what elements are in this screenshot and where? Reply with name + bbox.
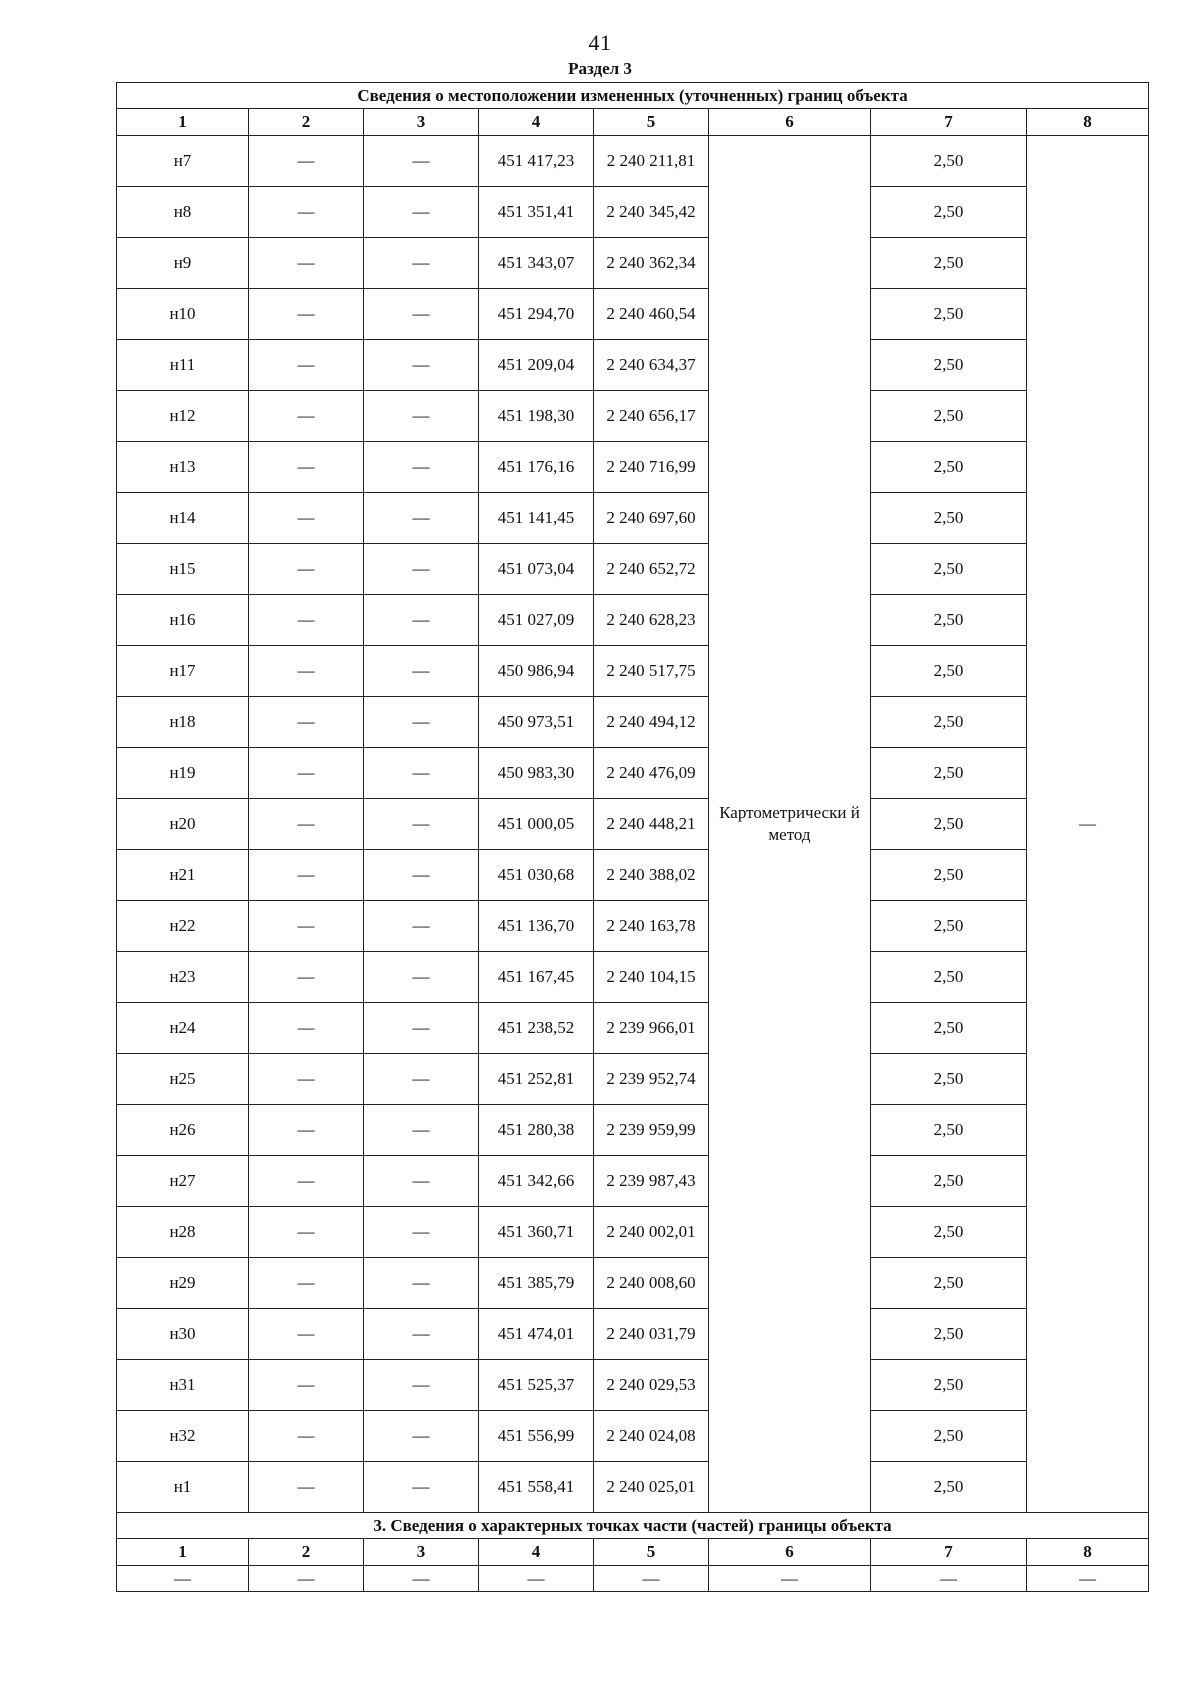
- y-coordinate-cell: 2 240 025,01: [594, 1462, 709, 1513]
- point-name-cell: н23: [117, 952, 249, 1003]
- parts-row: [117, 1566, 1149, 1592]
- point-name-cell: н20: [117, 799, 249, 850]
- y-coordinate-cell: 2 240 476,09: [594, 748, 709, 799]
- accuracy-cell: 2,50: [871, 799, 1027, 850]
- column-3-cell: —: [364, 136, 479, 187]
- column-header-6: 6: [709, 109, 871, 136]
- x-coordinate-cell: 450 973,51: [479, 697, 594, 748]
- x-coordinate-cell: 451 525,37: [479, 1360, 594, 1411]
- column-2-cell: —: [249, 646, 364, 697]
- column-2-cell: —: [249, 442, 364, 493]
- table-row: [117, 1054, 1149, 1105]
- parts-column-header-4: 4: [479, 1539, 594, 1566]
- x-coordinate-cell: 451 556,99: [479, 1411, 594, 1462]
- parts-cell-1: —: [117, 1566, 249, 1592]
- column-2-cell: —: [249, 1156, 364, 1207]
- accuracy-cell: 2,50: [871, 442, 1027, 493]
- y-coordinate-cell: 2 240 460,54: [594, 289, 709, 340]
- x-coordinate-cell: 451 027,09: [479, 595, 594, 646]
- point-name-cell: н10: [117, 289, 249, 340]
- column-3-cell: —: [364, 1207, 479, 1258]
- parts-column-header-7: 7: [871, 1539, 1027, 1566]
- table-row: [117, 952, 1149, 1003]
- accuracy-cell: 2,50: [871, 748, 1027, 799]
- parts-cell-4: —: [479, 1566, 594, 1592]
- x-coordinate-cell: 451 558,41: [479, 1462, 594, 1513]
- column-2-cell: —: [249, 901, 364, 952]
- y-coordinate-cell: 2 240 024,08: [594, 1411, 709, 1462]
- column-header-8: 8: [1027, 109, 1149, 136]
- table-row: [117, 1105, 1149, 1156]
- column-3-cell: —: [364, 1054, 479, 1105]
- column-2-cell: —: [249, 1360, 364, 1411]
- y-coordinate-cell: 2 240 628,23: [594, 595, 709, 646]
- x-coordinate-cell: 450 983,30: [479, 748, 594, 799]
- column-header-1: 1: [117, 109, 249, 136]
- column-2-cell: —: [249, 1258, 364, 1309]
- accuracy-cell: 2,50: [871, 493, 1027, 544]
- x-coordinate-cell: 451 198,30: [479, 391, 594, 442]
- column-3-cell: —: [364, 1462, 479, 1513]
- parts-column-header-6: 6: [709, 1539, 871, 1566]
- accuracy-cell: 2,50: [871, 544, 1027, 595]
- accuracy-cell: 2,50: [871, 646, 1027, 697]
- parts-column-header-3: 3: [364, 1539, 479, 1566]
- accuracy-cell: 2,50: [871, 595, 1027, 646]
- point-name-cell: н32: [117, 1411, 249, 1462]
- x-coordinate-cell: 451 417,23: [479, 136, 594, 187]
- x-coordinate-cell: 451 351,41: [479, 187, 594, 238]
- column-2-cell: —: [249, 238, 364, 289]
- x-coordinate-cell: 451 030,68: [479, 850, 594, 901]
- point-name-cell: н13: [117, 442, 249, 493]
- table-row: [117, 1462, 1149, 1513]
- x-coordinate-cell: 451 136,70: [479, 901, 594, 952]
- table-row: [117, 136, 1149, 187]
- y-coordinate-cell: 2 240 448,21: [594, 799, 709, 850]
- column-header-2: 2: [249, 109, 364, 136]
- y-coordinate-cell: 2 240 029,53: [594, 1360, 709, 1411]
- y-coordinate-cell: 2 239 959,99: [594, 1105, 709, 1156]
- column-3-cell: —: [364, 850, 479, 901]
- y-coordinate-cell: 2 239 966,01: [594, 1003, 709, 1054]
- column-2-cell: —: [249, 1207, 364, 1258]
- column-header-4: 4: [479, 109, 594, 136]
- x-coordinate-cell: 451 294,70: [479, 289, 594, 340]
- accuracy-cell: 2,50: [871, 697, 1027, 748]
- table-row: [117, 442, 1149, 493]
- column-2-cell: —: [249, 1105, 364, 1156]
- column-2-cell: —: [249, 850, 364, 901]
- parts-header-row: [117, 1539, 1149, 1566]
- x-coordinate-cell: 450 986,94: [479, 646, 594, 697]
- x-coordinate-cell: 451 474,01: [479, 1309, 594, 1360]
- y-coordinate-cell: 2 240 008,60: [594, 1258, 709, 1309]
- accuracy-cell: 2,50: [871, 1309, 1027, 1360]
- point-name-cell: н14: [117, 493, 249, 544]
- x-coordinate-cell: 451 176,16: [479, 442, 594, 493]
- parts-cell-6: —: [709, 1566, 871, 1592]
- x-coordinate-cell: 451 000,05: [479, 799, 594, 850]
- y-coordinate-cell: 2 240 388,02: [594, 850, 709, 901]
- accuracy-cell: 2,50: [871, 238, 1027, 289]
- point-name-cell: н26: [117, 1105, 249, 1156]
- x-coordinate-cell: 451 280,38: [479, 1105, 594, 1156]
- y-coordinate-cell: 2 240 031,79: [594, 1309, 709, 1360]
- column-2-cell: —: [249, 799, 364, 850]
- x-coordinate-cell: 451 252,81: [479, 1054, 594, 1105]
- accuracy-cell: 2,50: [871, 1258, 1027, 1309]
- column-3-cell: —: [364, 442, 479, 493]
- point-name-cell: н19: [117, 748, 249, 799]
- table-row: [117, 1258, 1149, 1309]
- parts-column-header-1: 1: [117, 1539, 249, 1566]
- table-row: [117, 799, 1149, 850]
- y-coordinate-cell: 2 240 345,42: [594, 187, 709, 238]
- x-coordinate-cell: 451 209,04: [479, 340, 594, 391]
- y-coordinate-cell: 2 239 987,43: [594, 1156, 709, 1207]
- table-row: [117, 1309, 1149, 1360]
- table-title-row: [117, 83, 1149, 109]
- table-row: [117, 646, 1149, 697]
- parts-column-header-8: 8: [1027, 1539, 1149, 1566]
- column-2-cell: —: [249, 1054, 364, 1105]
- column-3-cell: —: [364, 238, 479, 289]
- column-header-row: [117, 109, 1149, 136]
- column-3-cell: —: [364, 544, 479, 595]
- accuracy-cell: 2,50: [871, 1105, 1027, 1156]
- y-coordinate-cell: 2 240 634,37: [594, 340, 709, 391]
- column-2-cell: —: [249, 493, 364, 544]
- point-name-cell: н18: [117, 697, 249, 748]
- y-coordinate-cell: 2 240 494,12: [594, 697, 709, 748]
- y-coordinate-cell: 2 240 002,01: [594, 1207, 709, 1258]
- column-3-cell: —: [364, 646, 479, 697]
- column-3-cell: —: [364, 1105, 479, 1156]
- column-3-cell: —: [364, 340, 479, 391]
- accuracy-cell: 2,50: [871, 952, 1027, 1003]
- column-3-cell: —: [364, 1309, 479, 1360]
- table-row: [117, 1360, 1149, 1411]
- boundary-points-table: [116, 82, 1149, 1592]
- table-row: [117, 187, 1149, 238]
- point-name-cell: н8: [117, 187, 249, 238]
- table-row: [117, 1156, 1149, 1207]
- parts-column-header-5: 5: [594, 1539, 709, 1566]
- column-2-cell: —: [249, 697, 364, 748]
- point-name-cell: н31: [117, 1360, 249, 1411]
- accuracy-cell: 2,50: [871, 1360, 1027, 1411]
- column-3-cell: —: [364, 595, 479, 646]
- point-name-cell: н7: [117, 136, 249, 187]
- column-2-cell: —: [249, 1003, 364, 1054]
- column-2-cell: —: [249, 952, 364, 1003]
- parts-title-row: [117, 1513, 1149, 1539]
- y-coordinate-cell: 2 240 656,17: [594, 391, 709, 442]
- y-coordinate-cell: 2 240 652,72: [594, 544, 709, 595]
- accuracy-cell: 2,50: [871, 1207, 1027, 1258]
- table-row: [117, 391, 1149, 442]
- accuracy-cell: 2,50: [871, 850, 1027, 901]
- section-heading: Раздел 3: [568, 59, 632, 78]
- accuracy-cell: 2,50: [871, 1003, 1027, 1054]
- column-3-cell: —: [364, 1411, 479, 1462]
- column-2-cell: —: [249, 391, 364, 442]
- table-row: [117, 238, 1149, 289]
- point-name-cell: н24: [117, 1003, 249, 1054]
- column-3-cell: —: [364, 1156, 479, 1207]
- column-2-cell: —: [249, 289, 364, 340]
- column-3-cell: —: [364, 799, 479, 850]
- x-coordinate-cell: 451 360,71: [479, 1207, 594, 1258]
- table-row: [117, 289, 1149, 340]
- x-coordinate-cell: 451 073,04: [479, 544, 594, 595]
- parts-cell-8: —: [1027, 1566, 1149, 1592]
- column-3-cell: —: [364, 391, 479, 442]
- column-3-cell: —: [364, 952, 479, 1003]
- accuracy-cell: 2,50: [871, 187, 1027, 238]
- y-coordinate-cell: 2 240 362,34: [594, 238, 709, 289]
- y-coordinate-cell: 2 240 517,75: [594, 646, 709, 697]
- point-name-cell: н9: [117, 238, 249, 289]
- column-3-cell: —: [364, 697, 479, 748]
- column-header-5: 5: [594, 109, 709, 136]
- table-row: [117, 748, 1149, 799]
- accuracy-cell: 2,50: [871, 1054, 1027, 1105]
- y-coordinate-cell: 2 240 716,99: [594, 442, 709, 493]
- parts-cell-2: —: [249, 1566, 364, 1592]
- accuracy-cell: 2,50: [871, 1156, 1027, 1207]
- column-8-cell: —: [1027, 136, 1149, 1513]
- parts-cell-5: —: [594, 1566, 709, 1592]
- accuracy-cell: 2,50: [871, 1411, 1027, 1462]
- column-2-cell: —: [249, 136, 364, 187]
- column-2-cell: —: [249, 187, 364, 238]
- table-title: Сведения о местоположении измененных (уточненных) границ объекта: [117, 83, 1149, 109]
- table-row: [117, 850, 1149, 901]
- x-coordinate-cell: 451 342,66: [479, 1156, 594, 1207]
- point-name-cell: н12: [117, 391, 249, 442]
- column-2-cell: —: [249, 1411, 364, 1462]
- point-name-cell: н1: [117, 1462, 249, 1513]
- x-coordinate-cell: 451 167,45: [479, 952, 594, 1003]
- x-coordinate-cell: 451 238,52: [479, 1003, 594, 1054]
- column-3-cell: —: [364, 187, 479, 238]
- point-name-cell: н16: [117, 595, 249, 646]
- column-3-cell: —: [364, 289, 479, 340]
- accuracy-cell: 2,50: [871, 136, 1027, 187]
- table-row: [117, 901, 1149, 952]
- parts-cell-3: —: [364, 1566, 479, 1592]
- accuracy-cell: 2,50: [871, 340, 1027, 391]
- table-row: [117, 340, 1149, 391]
- table-row: [117, 1003, 1149, 1054]
- y-coordinate-cell: 2 240 104,15: [594, 952, 709, 1003]
- column-header-3: 3: [364, 109, 479, 136]
- column-3-cell: —: [364, 493, 479, 544]
- column-3-cell: —: [364, 901, 479, 952]
- table-row: [117, 697, 1149, 748]
- x-coordinate-cell: 451 385,79: [479, 1258, 594, 1309]
- point-name-cell: н22: [117, 901, 249, 952]
- accuracy-cell: 2,50: [871, 1462, 1027, 1513]
- column-2-cell: —: [249, 544, 364, 595]
- table-row: [117, 1411, 1149, 1462]
- accuracy-cell: 2,50: [871, 289, 1027, 340]
- accuracy-cell: 2,50: [871, 901, 1027, 952]
- column-3-cell: —: [364, 748, 479, 799]
- point-name-cell: н30: [117, 1309, 249, 1360]
- x-coordinate-cell: 451 343,07: [479, 238, 594, 289]
- method-cell: Картометрически й метод: [709, 136, 871, 1513]
- y-coordinate-cell: 2 239 952,74: [594, 1054, 709, 1105]
- x-coordinate-cell: 451 141,45: [479, 493, 594, 544]
- point-name-cell: н28: [117, 1207, 249, 1258]
- point-name-cell: н27: [117, 1156, 249, 1207]
- column-2-cell: —: [249, 748, 364, 799]
- table-row: [117, 493, 1149, 544]
- table-row: [117, 595, 1149, 646]
- point-name-cell: н25: [117, 1054, 249, 1105]
- y-coordinate-cell: 2 240 163,78: [594, 901, 709, 952]
- parts-title: 3. Сведения о характерных точках части (частей) границы объекта: [117, 1513, 1149, 1539]
- parts-cell-7: —: [871, 1566, 1027, 1592]
- column-3-cell: —: [364, 1360, 479, 1411]
- point-name-cell: н29: [117, 1258, 249, 1309]
- column-2-cell: —: [249, 1309, 364, 1360]
- table-row: [117, 544, 1149, 595]
- point-name-cell: н17: [117, 646, 249, 697]
- column-header-7: 7: [871, 109, 1027, 136]
- point-name-cell: н15: [117, 544, 249, 595]
- point-name-cell: н21: [117, 850, 249, 901]
- point-name-cell: н11: [117, 340, 249, 391]
- column-3-cell: —: [364, 1258, 479, 1309]
- parts-column-header-2: 2: [249, 1539, 364, 1566]
- y-coordinate-cell: 2 240 211,81: [594, 136, 709, 187]
- column-2-cell: —: [249, 1462, 364, 1513]
- column-2-cell: —: [249, 595, 364, 646]
- column-2-cell: —: [249, 340, 364, 391]
- table-row: [117, 1207, 1149, 1258]
- accuracy-cell: 2,50: [871, 391, 1027, 442]
- column-3-cell: —: [364, 1003, 479, 1054]
- page-number: 41: [588, 30, 612, 55]
- y-coordinate-cell: 2 240 697,60: [594, 493, 709, 544]
